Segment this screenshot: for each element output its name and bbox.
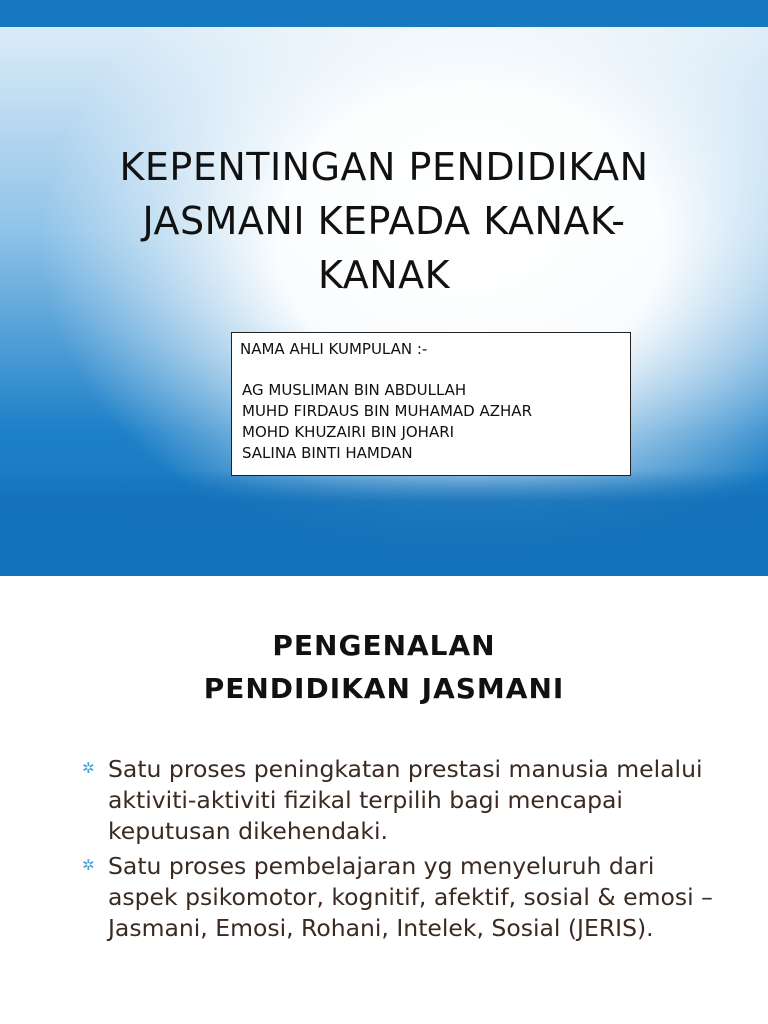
title-line: JASMANI KEPADA KANAK-: [142, 199, 626, 243]
slide-heading: [100, 624, 668, 710]
member-name: MUHD FIRDAUS BIN MUHAMAD AZHAR: [242, 402, 532, 420]
asterisk-bullet-icon: ✲: [82, 759, 95, 777]
member-name: MOHD KHUZAIRI BIN JOHARI: [242, 423, 455, 441]
top-accent-bar: [0, 0, 768, 27]
group-members-box: [231, 332, 631, 476]
title-line: KANAK: [317, 253, 451, 297]
members-header: NAMA AHLI KUMPULAN :-: [240, 340, 428, 358]
slide-separator: [0, 576, 768, 602]
bullet-text: Satu proses pembelajaran yg menyeluruh dari aspek psikomotor, kognitif, afektif, sosial & emosi – Jasmani, Emosi, Rohani, Intelek, Sosial (JERIS).: [108, 852, 713, 942]
member-name: AG MUSLIMAN BIN ABDULLAH: [242, 381, 467, 399]
list-item: [82, 851, 722, 944]
bottom-blue-band: [0, 470, 768, 576]
slide-title: [40, 140, 728, 302]
list-item: [82, 754, 722, 847]
heading-line: PENGENALAN: [272, 629, 496, 662]
bullet-text: Satu proses peningkatan prestasi manusia melalui aktiviti-aktiviti fizikal terpilih bagi mencapai keputusan dikehendaki.: [108, 755, 703, 845]
heading-line: PENDIDIKAN JASMANI: [203, 672, 565, 705]
intro-slide: [0, 602, 768, 1024]
bullet-list: [82, 754, 722, 948]
asterisk-bullet-icon: ✲: [82, 856, 95, 874]
title-line: KEPENTINGAN PENDIDIKAN: [119, 145, 649, 189]
member-name: SALINA BINTI HAMDAN: [242, 444, 413, 462]
